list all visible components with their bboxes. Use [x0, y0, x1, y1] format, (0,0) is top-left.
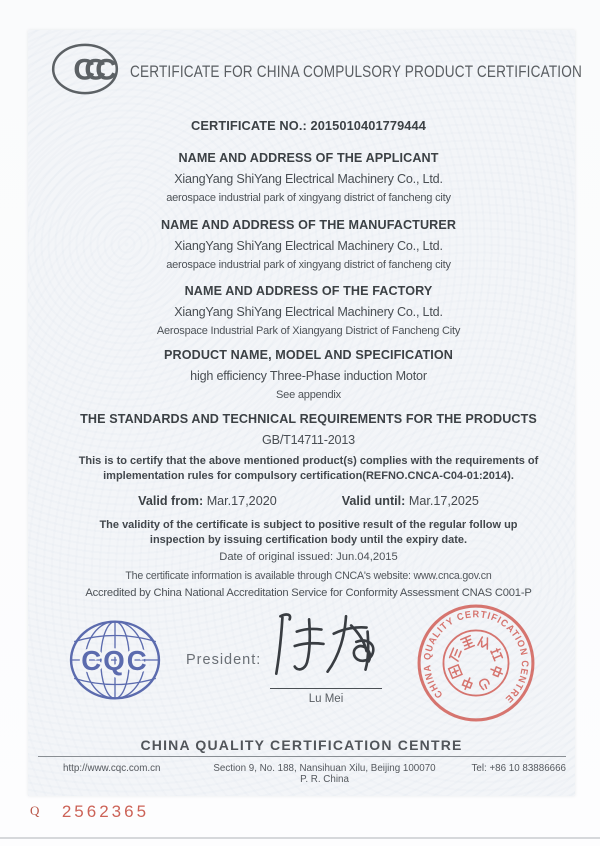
scan-bottom-edge: [0, 837, 600, 839]
section-applicant: [48, 151, 569, 204]
applicant-name: XiangYang ShiYang Electrical Machinery Co., Ltd.: [174, 172, 443, 186]
valid-from-label: Valid from:: [138, 494, 204, 508]
follow-up-note: The validity of the certificate is subject to positive result of the regular follow up inspection by issuing certification body until the expiry date.: [99, 519, 518, 546]
president-name: Lu Mei: [308, 693, 344, 705]
serial-number: [30, 802, 149, 822]
svg-text:CCC: CCC: [73, 53, 107, 87]
certificate-header: [50, 42, 582, 101]
certificate-title: CERTIFICATE FOR CHINA COMPULSORY PRODUCT CERTIFICATION: [130, 61, 582, 81]
president-label: President:: [186, 652, 262, 668]
issuer-organization: CHINA QUALITY CERTIFICATION CENTRE: [140, 737, 463, 753]
section-standards: [48, 412, 569, 447]
section-heading: NAME AND ADDRESS OF THE APPLICANT: [178, 151, 439, 165]
valid-from-value: Mar.17,2020: [206, 494, 277, 508]
cqc-globe-icon: [68, 618, 162, 707]
serial-digits: 2562365: [61, 802, 150, 821]
product-name: high efficiency Three-Phase induction Motor: [190, 369, 427, 383]
cnca-website-note: The certificate information is available through CNCA's website: www.cnca.gov.cn: [125, 570, 492, 582]
applicant-address: aerospace industrial park of xingyang district of fancheng city: [166, 192, 451, 204]
serial-prefix: Q: [30, 803, 40, 818]
manufacturer-name: XiangYang ShiYang Electrical Machinery Co., Ltd.: [174, 239, 443, 253]
section-manufacturer: [48, 218, 569, 271]
section-heading: THE STANDARDS AND TECHNICAL REQUIREMENTS FOR THE PRODUCTS: [80, 412, 537, 426]
section-heading: NAME AND ADDRESS OF THE FACTORY: [184, 284, 433, 298]
stamp-inner-hanzi: [449, 636, 504, 691]
valid-until-value: Mar.17,2025: [408, 494, 479, 508]
section-factory: [48, 284, 569, 337]
product-appendix-note: See appendix: [276, 389, 341, 401]
issuer-telephone: Tel: +86 10 83886666: [471, 763, 566, 774]
certificate-paper: [28, 30, 582, 796]
section-heading: NAME AND ADDRESS OF THE MANUFACTURER: [160, 218, 457, 232]
issuer-website: http://www.cqc.com.cn: [63, 763, 161, 774]
svg-text:CQC: CQC: [81, 645, 149, 677]
president-signature: [265, 606, 385, 691]
standard-code: GB/T14711-2013: [262, 433, 355, 447]
date-of-original-issue: Date of original issued: Jun.04,2015: [219, 551, 398, 563]
certificate-number: CERTIFICATE NO.: 2015010401779444: [191, 118, 426, 133]
section-heading: PRODUCT NAME, MODEL AND SPECIFICATION: [164, 348, 453, 362]
factory-address: Aerospace Industrial Park of Xiangyang District of Fancheng City: [156, 325, 461, 337]
svg-text:CHINA QUALITY CERTIFICATION: CHINA QUALITY CERTIFICATION CENTRE: [422, 609, 530, 706]
valid-until-label: Valid until:: [341, 494, 406, 508]
issuer-address: Section 9, No. 188, Nansihuan Xilu, Beijing 100070 P. R. China: [213, 763, 436, 785]
factory-name: XiangYang ShiYang Electrical Machinery Co., Ltd.: [174, 305, 443, 319]
section-product: [48, 348, 569, 401]
certification-statement: This is to certify that the above mentioned product(s) complies with the requirements of implementation rules for compulsory certification(REFNO.CNCA-C04-01:2014).: [78, 455, 539, 482]
footer-divider: [38, 756, 566, 757]
manufacturer-address: aerospace industrial park of xingyang district of fancheng city: [166, 259, 451, 271]
footer-contact-row: [38, 763, 566, 785]
signature-line: [270, 688, 382, 689]
ccc-mark-icon: [50, 42, 120, 101]
validity-row: [48, 494, 569, 508]
cqc-red-stamp-icon: [415, 602, 537, 729]
accreditation-note: Accredited by China National Accreditation Service for Conformity Assessment CNAS C001-P: [85, 587, 532, 599]
